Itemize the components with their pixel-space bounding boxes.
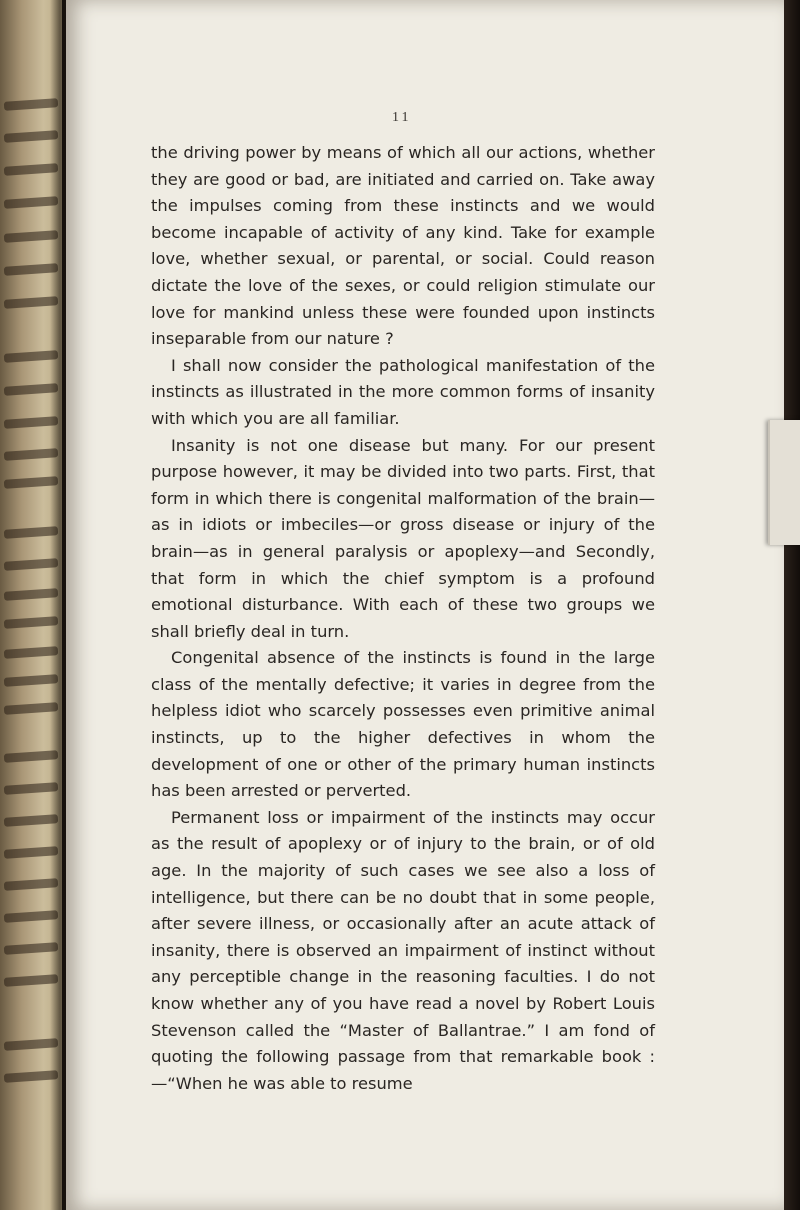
- paragraph: I shall now consider the pathological manifestation of the instincts as illustrated in the more common forms of insanity with which you are all familiar.: [151, 355, 655, 428]
- paragraph: Permanent loss or impairment of the instincts may occur as the result of apoplexy or of injury to the brain, or of old age. In the majority of such cases we see also a loss of intelligence, but there can be no doubt that in some people, after severe illness, or occasionally after an acute attack of insanity, there is observed an impairment of instinct without any perceptible change in the reasoning faculties. I do not know whether any of you have read a novel by Robert Louis Stevenson called the “Master of Ballantrae.” I am fond of quoting the following passage from that remarkable book :—“When he was able to resume: [151, 807, 655, 1093]
- paragraph: Insanity is not one disease but many. For our present purpose however, it may be divided into two parts. First, that form in which there is congenital malformation of the brain—as in idiots or imbeciles—or gross disease or injury of the brain—as in general paralysis or apoplexy—and Secondly, that form in which the chief symptom is a profound emotional disturbance. With each of these two groups we shall briefly deal in turn.: [151, 435, 655, 641]
- paragraph: the driving power by means of which all our actions, whether they are good or bad, are initiated and carried on. Take away the impulses coming from these instincts and we would become incapable of activity of any kind. Take for example love, whether sexual, or parental, or social. Could reason dictate the love of the sexes, or could religion stimulate our love for mankind unless these were founded upon instincts inseparable from our nature ?: [151, 143, 655, 349]
- page-body-text: [151, 140, 655, 1097]
- scanner-right-edge: [784, 0, 800, 1210]
- page-number: 11: [392, 110, 412, 125]
- paper-tab: [768, 420, 800, 545]
- paragraph: Congenital absence of the instincts is found in the large class of the mentally defective; it varies in degree from the helpless idiot who scarcely possesses even primitive animal instincts, up to the higher defectives in whom the development of one or other of the primary human instincts has been arrested or perverted.: [151, 648, 655, 801]
